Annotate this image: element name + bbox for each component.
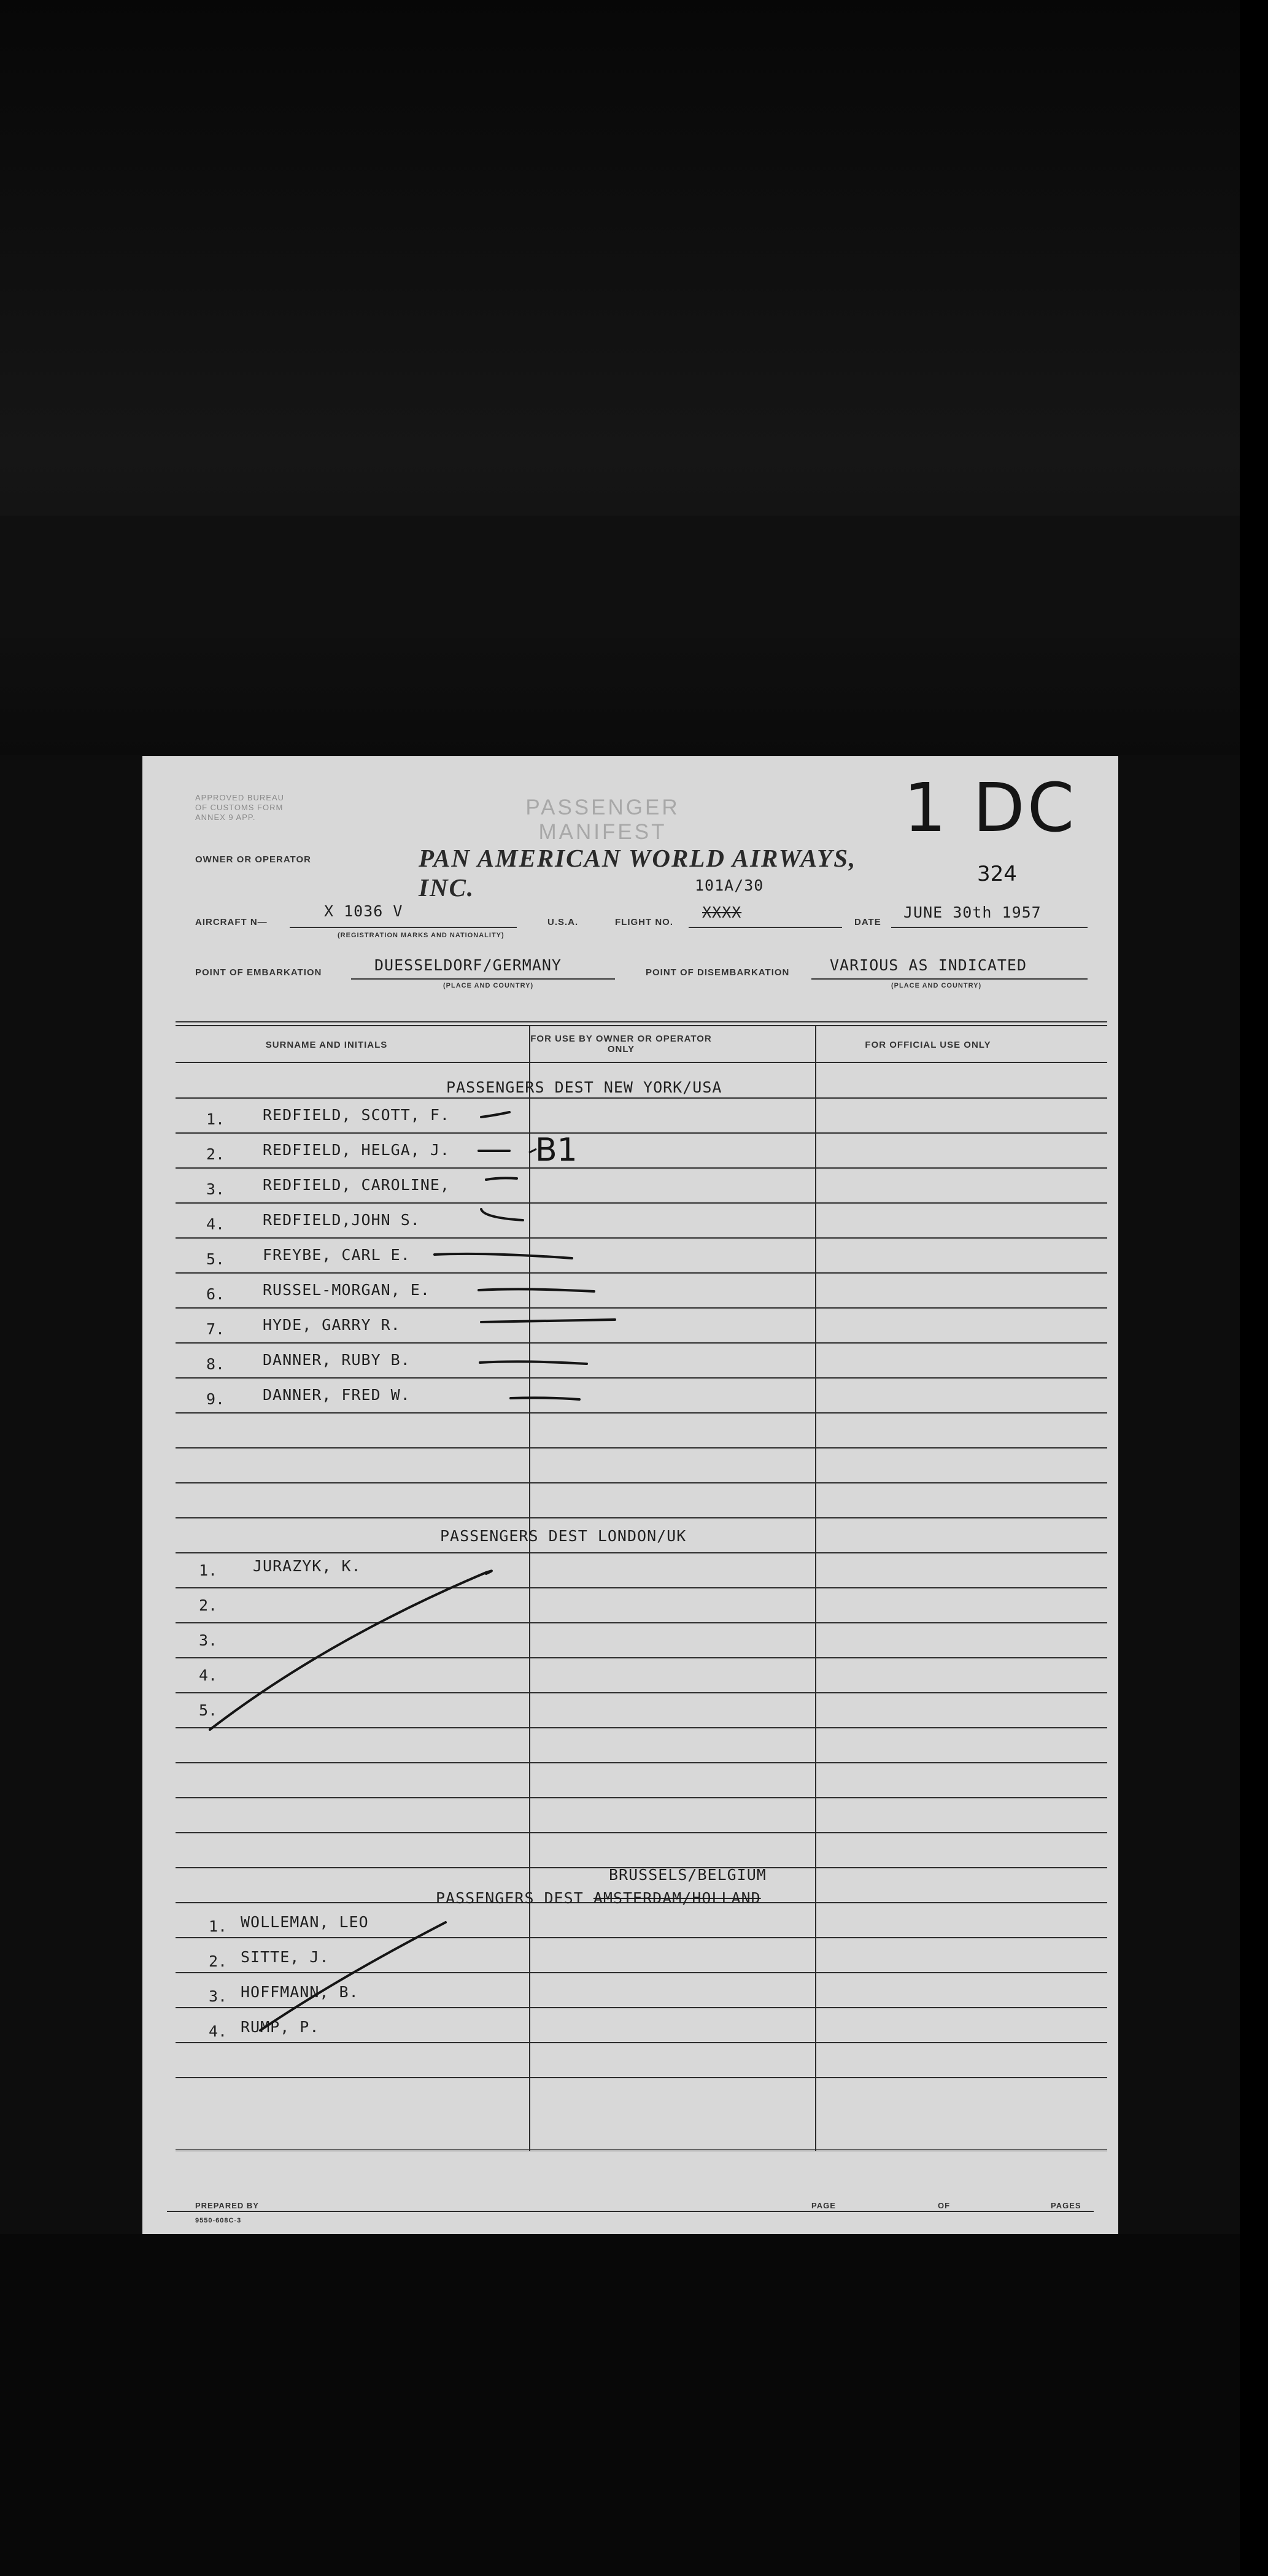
flight-above: 101A/30	[695, 876, 764, 894]
row-number: 4.	[199, 1666, 218, 1684]
row-number: 4.	[209, 2022, 228, 2040]
passenger-name: DANNER, FRED W.	[263, 1386, 411, 1404]
owner-note-dash	[529, 1149, 536, 1153]
footer-underline	[167, 2211, 1094, 2212]
pages-label: PAGES	[1051, 2201, 1081, 2210]
passenger-name: HOFFMANN, B.	[241, 1983, 359, 2001]
embarkation-caption: (PLACE AND COUNTRY)	[443, 982, 534, 989]
check-mark-stroke	[479, 1289, 594, 1291]
row-number: 2.	[199, 1596, 218, 1614]
passenger-name: HYDE, GARRY R.	[263, 1316, 401, 1334]
check-mark-stroke	[481, 1320, 615, 1322]
check-mark-stroke	[486, 1178, 517, 1180]
scan-background-top	[0, 0, 1268, 755]
passenger-name: REDFIELD, HELGA, J.	[263, 1141, 450, 1159]
date-label: DATE	[854, 917, 881, 927]
approval-stamp: APPROVED BUREAU OF CUSTOMS FORM ANNEX 9 APP.	[195, 793, 285, 822]
row-number: 3.	[206, 1180, 225, 1198]
check-mark-stroke	[480, 1361, 587, 1364]
col-surname-header: SURNAME AND INITIALS	[265, 1040, 388, 1050]
row-number: 1.	[209, 1917, 228, 1935]
row-number: 3.	[199, 1631, 218, 1649]
aircraft-value: X 1036 V	[324, 902, 403, 920]
row-number: 4.	[206, 1215, 225, 1233]
diagonal-cancel-stroke	[260, 1922, 446, 2030]
passenger-name: WOLLEMAN, LEO	[241, 1913, 369, 1931]
scan-band	[0, 516, 1268, 638]
page-number: 324	[977, 862, 1017, 886]
check-mark-stroke	[511, 1398, 579, 1399]
row-number: 7.	[206, 1320, 225, 1338]
disembarkation-label: POINT OF DISEMBARKATION	[646, 967, 790, 978]
col-owner-header: FOR USE BY OWNER OR OPERATOR ONLY	[530, 1034, 712, 1054]
prepared-by-label: PREPARED BY	[195, 2201, 259, 2210]
passenger-name: FREYBE, CARL E.	[263, 1246, 411, 1264]
row-number: 8.	[206, 1355, 225, 1373]
flight-value: XXXX	[702, 903, 742, 921]
manifest-sheet	[142, 756, 1118, 2234]
embarkation-label: POINT OF EMBARKATION	[195, 967, 322, 978]
passenger-name: RUSSEL-MORGAN, E.	[263, 1281, 430, 1299]
row-number: 2.	[206, 1145, 225, 1163]
film-edge	[1240, 0, 1268, 2576]
form-title: PASSENGER MANIFEST	[525, 795, 680, 844]
row-number: 6.	[206, 1285, 225, 1303]
check-mark-stroke	[435, 1254, 572, 1258]
passenger-name: REDFIELD, SCOTT, F.	[263, 1106, 450, 1124]
disembarkation-value: VARIOUS AS INDICATED	[830, 956, 1027, 974]
passenger-name: DANNER, RUBY B.	[263, 1351, 411, 1369]
registration-caption: (REGISTRATION MARKS AND NATIONALITY)	[338, 932, 504, 939]
flight-label: FLIGHT NO.	[615, 917, 673, 927]
passenger-name: SITTE, J.	[241, 1948, 330, 1966]
passenger-name: REDFIELD,JOHN S.	[263, 1211, 420, 1229]
passenger-name: REDFIELD, CAROLINE,	[263, 1176, 450, 1194]
row-number: 9.	[206, 1390, 225, 1408]
airline-name: PAN AMERICAN WORLD AIRWAYS, INC.	[419, 844, 857, 902]
passenger-name: JURAZYK, K.	[253, 1557, 361, 1575]
aircraft-label: AIRCRAFT N—	[195, 917, 268, 927]
row-number: 3.	[209, 1987, 228, 2005]
section-new-york-title: PASSENGERS DEST NEW YORK/USA	[446, 1078, 722, 1096]
row-number: 5.	[199, 1701, 218, 1719]
owner-note: B1	[535, 1132, 578, 1169]
embarkation-value: DUESSELDORF/GERMANY	[374, 956, 562, 974]
check-mark-stroke	[481, 1209, 523, 1220]
page-label: PAGE	[811, 2201, 836, 2210]
scan-background-bottom	[0, 2234, 1268, 2576]
date-value: JUNE 30th 1957	[903, 903, 1042, 921]
pen-marks	[142, 756, 1118, 2234]
row-number: 5.	[206, 1250, 225, 1268]
diagonal-cancel-stroke	[210, 1571, 492, 1730]
section-brussels-correction: BRUSSELS/BELGIUM	[609, 1866, 767, 1884]
section-london-title: PASSENGERS DEST LONDON/UK	[440, 1527, 687, 1545]
row-number: 1.	[206, 1110, 225, 1128]
passenger-name: RUMP, P.	[241, 2018, 320, 2036]
row-number: 2.	[209, 1952, 228, 1970]
section-brussels-prefix: PASSENGERS DEST	[436, 1889, 584, 1907]
usa-label: U.S.A.	[547, 917, 579, 927]
row-number: 1.	[199, 1561, 218, 1579]
disembarkation-caption: (PLACE AND COUNTRY)	[891, 982, 982, 989]
owner-label: OWNER OR OPERATOR	[195, 854, 311, 865]
section-brussels-struck: AMSTERDAM/HOLLAND	[593, 1889, 761, 1907]
col-official-header: FOR OFFICIAL USE ONLY	[865, 1040, 991, 1050]
handwritten-mark: 1 DC	[903, 768, 1077, 847]
form-code: 9550-608C-3	[195, 2217, 242, 2224]
of-label: OF	[938, 2201, 951, 2210]
check-mark-stroke	[481, 1112, 509, 1117]
